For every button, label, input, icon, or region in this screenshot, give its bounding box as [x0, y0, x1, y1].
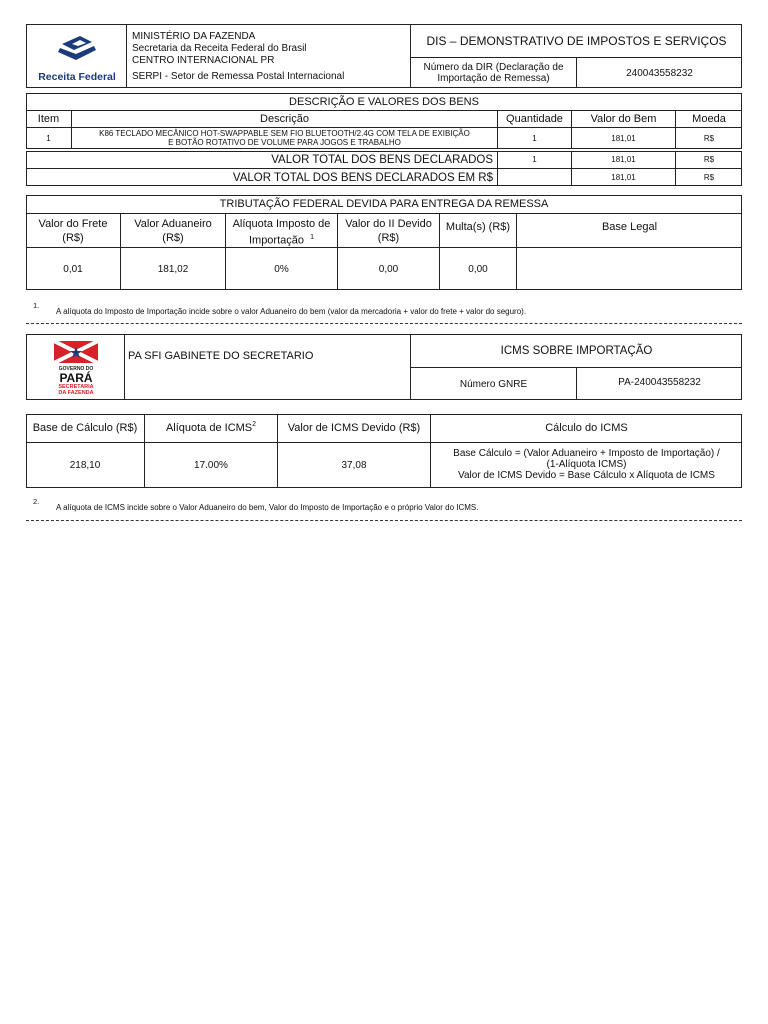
col-ii-due — [338, 218, 439, 244]
row-description-line1: K86 TECLADO MECÂNICO HOT-SWAPPABLE SEM FIO BLUETOOTH/2.4G COM TELA DE EXIBIÇÃO — [99, 129, 470, 138]
total-declared-quantity: 1 — [532, 155, 537, 164]
secretariat-name: Secretaria da Receita Federal do Brasil — [132, 43, 307, 54]
dir-number: 240043558232 — [626, 67, 693, 79]
ministry-name: MINISTÉRIO DA FAZENDA — [132, 31, 256, 42]
gnre-number: PA-240043558232 — [618, 376, 701, 388]
logo-line-para: PARÁ — [59, 371, 93, 385]
icms-footnote: A alíquota de ICMS incide sobre o Valor Aduaneiro do bem, Valor do Imposto de Importação e o próprio Valor do ICMS. — [56, 503, 479, 512]
row-description-line2: E BOTÃO ROTATIVO DE VOLUME PARA JOGOS E TRABALHO — [168, 138, 401, 147]
col-icms-calc: Cálculo do ICMS — [545, 422, 628, 434]
federal-section-title: TRIBUTAÇÃO FEDERAL DEVIDA PARA ENTREGA DA REMESSA — [219, 198, 549, 210]
icms-footnote-mark: 2. — [33, 497, 40, 506]
sector-name: SERPI - Setor de Remessa Postal Internacional — [132, 71, 345, 82]
col-value: Valor do Bem — [590, 113, 657, 125]
ii-due-value: 0,00 — [378, 263, 399, 275]
para-government-logo — [52, 341, 100, 399]
col-customs-value — [121, 218, 225, 244]
icms-calc-line2: (1-Alíquota ICMS) — [546, 459, 627, 470]
col-icms-rate-label: Alíquota de ICMS — [165, 422, 253, 434]
icms-calc-line1: Base Cálculo = (Valor Aduaneiro + Imposto de Importação) / — [453, 448, 720, 459]
legal-basis-value — [517, 248, 742, 290]
col-icms-rate — [145, 414, 277, 442]
freight-value: 0,01 — [63, 263, 83, 275]
icms-rate-value: 17.00% — [194, 460, 228, 471]
col-freight — [26, 218, 120, 244]
col-rate-footnote-mark: 1 — [310, 234, 315, 241]
center-name: CENTRO INTERNACIONAL PR — [132, 55, 275, 66]
total-declared-value: 181,01 — [611, 155, 636, 164]
col-calc-base: Base de Cálculo (R$) — [32, 422, 138, 434]
col-description: Descrição — [260, 113, 309, 125]
col-freight-line1: Valor do Frete — [38, 218, 108, 230]
icms-due-value: 37,08 — [341, 460, 367, 471]
customs-value: 181,02 — [157, 263, 189, 275]
goods-section-title: DESCRIÇÃO E VALORES DOS BENS — [289, 95, 479, 108]
col-legal-basis: Base Legal — [601, 221, 658, 233]
col-currency: Moeda — [692, 113, 726, 125]
gnre-label: Número GNRE — [459, 378, 528, 390]
col-fine: Multa(s) (R$) — [445, 221, 511, 233]
row-item: 1 — [46, 134, 51, 143]
icms-title: ICMS SOBRE IMPORTAÇÃO — [500, 344, 653, 357]
logo-line-governo: GOVERNO DO — [58, 366, 94, 372]
icms-calc-line3: Valor de ICMS Devido = Base Cálculo x Alíquota de ICMS — [458, 470, 715, 481]
federal-footnote: A alíquota do Imposto de Importação incide sobre o valor Aduaneiro do bem (valor da mercadoria + valor do frete + valor do seguro). — [56, 307, 527, 316]
dir-label: Número da DIR (Declaração de Importação de Remessa) — [423, 62, 564, 84]
total-declared-label: VALOR TOTAL DOS BENS DECLARADOS — [271, 153, 493, 166]
col-import-rate — [226, 218, 337, 247]
row-value: 181,01 — [611, 134, 636, 143]
total-declared-brl-value: 181,01 — [611, 173, 636, 182]
receita-federal-emblem-icon — [36, 34, 118, 64]
col-rate-line1: Alíquota Imposto de — [232, 218, 331, 230]
logo-line-secretaria: SECRETARIA — [58, 384, 94, 390]
col-rate-line2: Importação — [248, 234, 304, 247]
calc-base-value: 218,10 — [69, 460, 101, 471]
cut-line-2 — [26, 520, 742, 521]
col-item: Item — [37, 113, 60, 125]
col-freight-line2: (R$) — [62, 232, 84, 244]
col-icms-due: Valor de ICMS Devido (R$) — [287, 422, 421, 434]
col-icms-rate-footnote-mark: 2 — [252, 420, 257, 428]
cut-line-1 — [26, 323, 742, 324]
federal-footnote-mark: 1. — [33, 301, 40, 310]
total-declared-brl-label: VALOR TOTAL DOS BENS DECLARADOS EM R$ — [232, 171, 493, 184]
col-quantity: Quantidade — [506, 113, 563, 125]
row-quantity: 1 — [532, 134, 537, 143]
import-rate-value: 0% — [274, 263, 289, 275]
logo-line-fazenda: DA FAZENDA — [58, 390, 94, 396]
col-customs-line1: Valor Aduaneiro — [134, 218, 212, 230]
document-title: DIS – DEMONSTRATIVO DE IMPOSTOS E SERVIÇOS — [426, 33, 727, 48]
col-ii-line2: (R$) — [377, 232, 400, 244]
receita-federal-logo-text: Receita Federal — [38, 71, 116, 83]
fine-value: 0,00 — [468, 263, 488, 275]
row-description — [72, 128, 497, 149]
col-ii-line1: Valor do II Devido — [345, 218, 432, 230]
receita-federal-logo — [36, 34, 118, 83]
state-office-name: PA SFI GABINETE DO SECRETARIO — [128, 350, 314, 362]
row-currency: R$ — [703, 134, 715, 143]
total-declared-currency: R$ — [703, 155, 715, 164]
icms-calc-formula — [431, 448, 742, 481]
col-customs-line2: (R$) — [162, 232, 184, 244]
para-flag-icon — [54, 341, 98, 363]
total-declared-brl-currency: R$ — [703, 173, 715, 182]
